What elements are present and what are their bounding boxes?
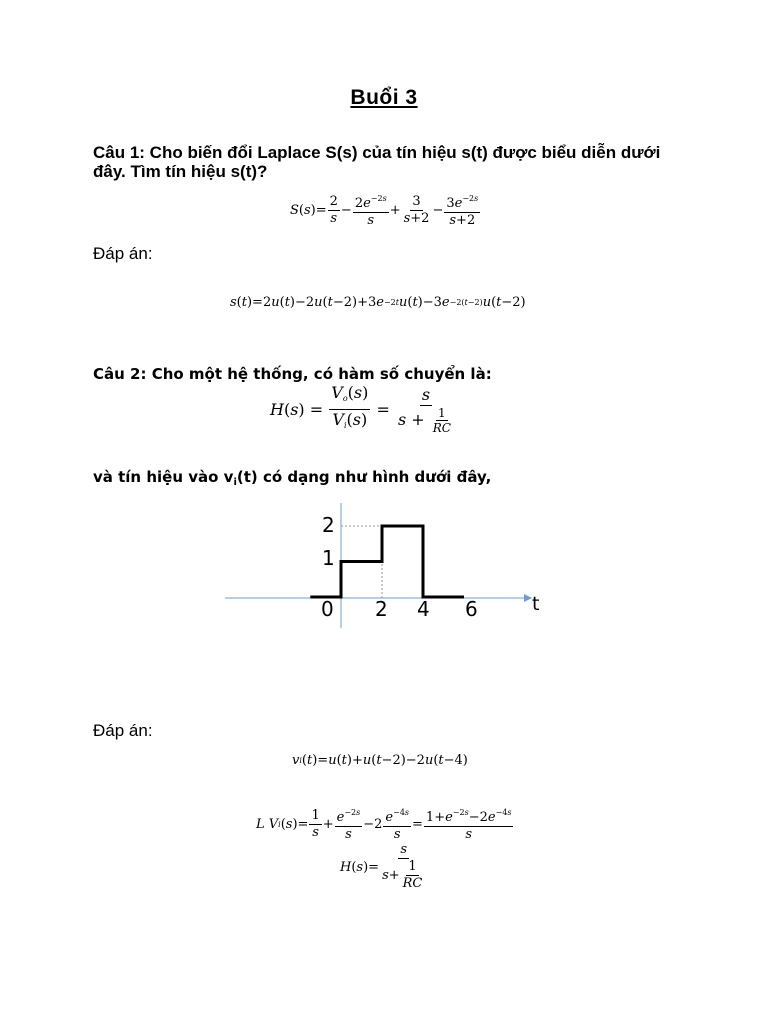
- answer-label-1: Đáp án:: [93, 244, 153, 263]
- transfer-function-result-equation: H ( s )= s s+ $\frac{1}{RC}$: [340, 842, 423, 891]
- y-tick-label: 2: [322, 513, 335, 537]
- laplace-transform-equation: S ( s )= $\frac{2}{s}$ − $\frac{2e^{-2s}}{s}$ + $\frac{3}{s+2}$ − $\frac{3e^{-2s}}{s+2}$: [290, 193, 479, 228]
- transfer-function-equation: H ( s ) = $\frac{V_o(s)}{V_i(s)}$ = s s + $\frac{1}{RC}$: [270, 383, 451, 435]
- y-tick-label: 1: [322, 546, 335, 570]
- page-title: Buổi 3: [350, 86, 418, 109]
- x-tick-label: 4: [417, 597, 430, 621]
- x-axis-label: t: [532, 593, 540, 615]
- answer-label-2: Đáp án:: [93, 721, 153, 740]
- question-2-text: Câu 2: Cho một hệ thống, có hàm số chuyển là:: [93, 365, 492, 383]
- input-signal-equation: v i ( t )= u ( t )+ u ( t −2)−2 u ( t −4): [292, 753, 468, 768]
- x-tick-label: 6: [465, 597, 478, 621]
- x-tick-label: 2: [375, 597, 388, 621]
- x-axis-arrow-icon: [524, 594, 532, 602]
- input-signal-text: và tín hiệu vào $v_i(t)$ có dạng như hình dưới đây,: [93, 468, 492, 488]
- x-tick-label: 0: [321, 597, 334, 621]
- input-laplace-equation: L V i ( s )= $\frac{1}{s}$ + $\frac{e^{-2s}}{s}$ −2 $\frac{e^{-4s}}{s}$ = $\frac{1+e^{-2s}-2e^{-4s}}{s}$: [256, 807, 512, 842]
- time-signal-equation: s ( t )=2 u ( t )−2 u ( t −2)+3 e −2t u ( t )−3 e −2(t−2) u ( t −2): [230, 295, 526, 310]
- question-1-text: Câu 1: Cho biến đổi Laplace S(s) của tín hiệu s(t) được biểu diễn dưới đây. Tìm tín hiệu s(t)?: [93, 143, 661, 181]
- input-signal-chart: [200, 500, 560, 630]
